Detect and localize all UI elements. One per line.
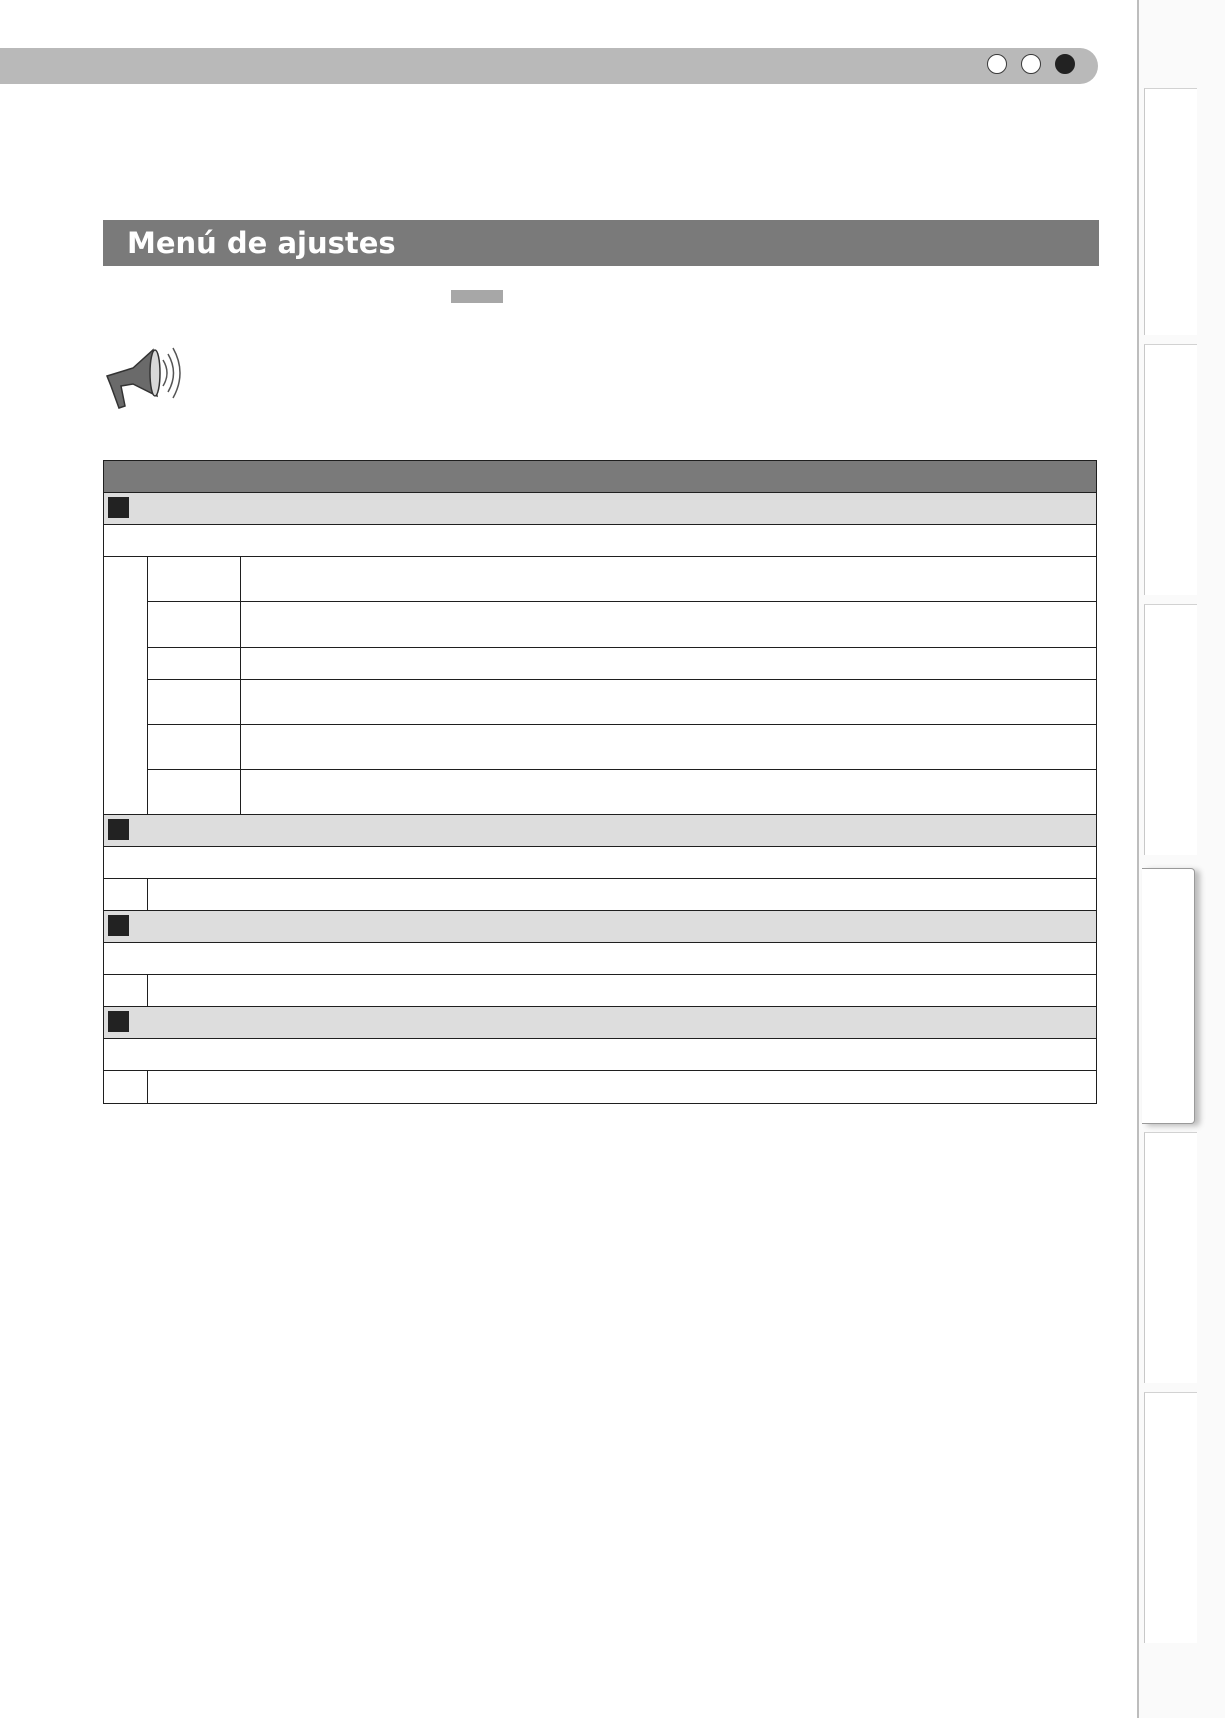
table-cell	[241, 770, 1096, 814]
inline-button-chip	[451, 290, 503, 303]
table-cell	[241, 725, 1096, 769]
table-cell	[104, 557, 148, 814]
table-cell	[148, 879, 1096, 910]
table-row	[104, 1071, 1096, 1103]
table-description-row	[104, 1039, 1096, 1071]
table-description-row	[104, 847, 1096, 879]
section-title: Menú de ajustes	[127, 226, 396, 260]
table-row	[148, 725, 1096, 770]
table-row	[148, 557, 1096, 602]
table-cell	[148, 680, 241, 724]
group-marker-icon	[108, 1011, 129, 1032]
table-cell	[241, 557, 1096, 601]
table-cell	[148, 557, 241, 601]
page-dot-2	[1021, 54, 1041, 74]
group-marker-icon	[108, 497, 129, 518]
table-group-row	[104, 911, 1096, 943]
table-row	[104, 975, 1096, 1007]
table-description-row	[104, 525, 1096, 557]
table-cell	[148, 602, 241, 647]
table-cell	[241, 680, 1096, 724]
table-cell	[148, 725, 241, 769]
table-row	[104, 879, 1096, 911]
megaphone-icon	[103, 340, 189, 414]
table-group-row	[104, 1007, 1096, 1039]
page-dot-3	[1055, 54, 1075, 74]
table-cell	[104, 879, 148, 910]
top-header-bar	[0, 48, 1098, 84]
table-description-row	[104, 943, 1096, 975]
group-marker-icon	[108, 915, 129, 936]
side-tab-1[interactable]	[1144, 88, 1197, 335]
table-group-row	[104, 493, 1096, 525]
settings-table	[103, 460, 1097, 1104]
table-cell	[241, 602, 1096, 647]
table-header	[104, 461, 1096, 493]
table-row	[148, 770, 1096, 814]
table-subitems-block	[104, 557, 1096, 815]
side-tab-3[interactable]	[1144, 604, 1197, 855]
side-tab-2[interactable]	[1144, 344, 1197, 595]
section-header	[103, 220, 1099, 266]
table-row	[148, 648, 1096, 680]
table-cell	[104, 1071, 148, 1103]
table-group-row	[104, 815, 1096, 847]
table-cell	[241, 648, 1096, 679]
table-cell	[148, 975, 1096, 1006]
side-tab-6[interactable]	[1144, 1392, 1197, 1643]
side-tab-4-active[interactable]	[1142, 868, 1195, 1124]
page-dot-1	[987, 54, 1007, 74]
table-cell	[148, 770, 241, 814]
table-row	[148, 602, 1096, 648]
table-cell	[148, 1071, 1096, 1103]
table-cell	[148, 648, 241, 679]
side-tab-5[interactable]	[1144, 1132, 1197, 1383]
table-row	[148, 680, 1096, 725]
group-marker-icon	[108, 819, 129, 840]
table-cell	[104, 975, 148, 1006]
